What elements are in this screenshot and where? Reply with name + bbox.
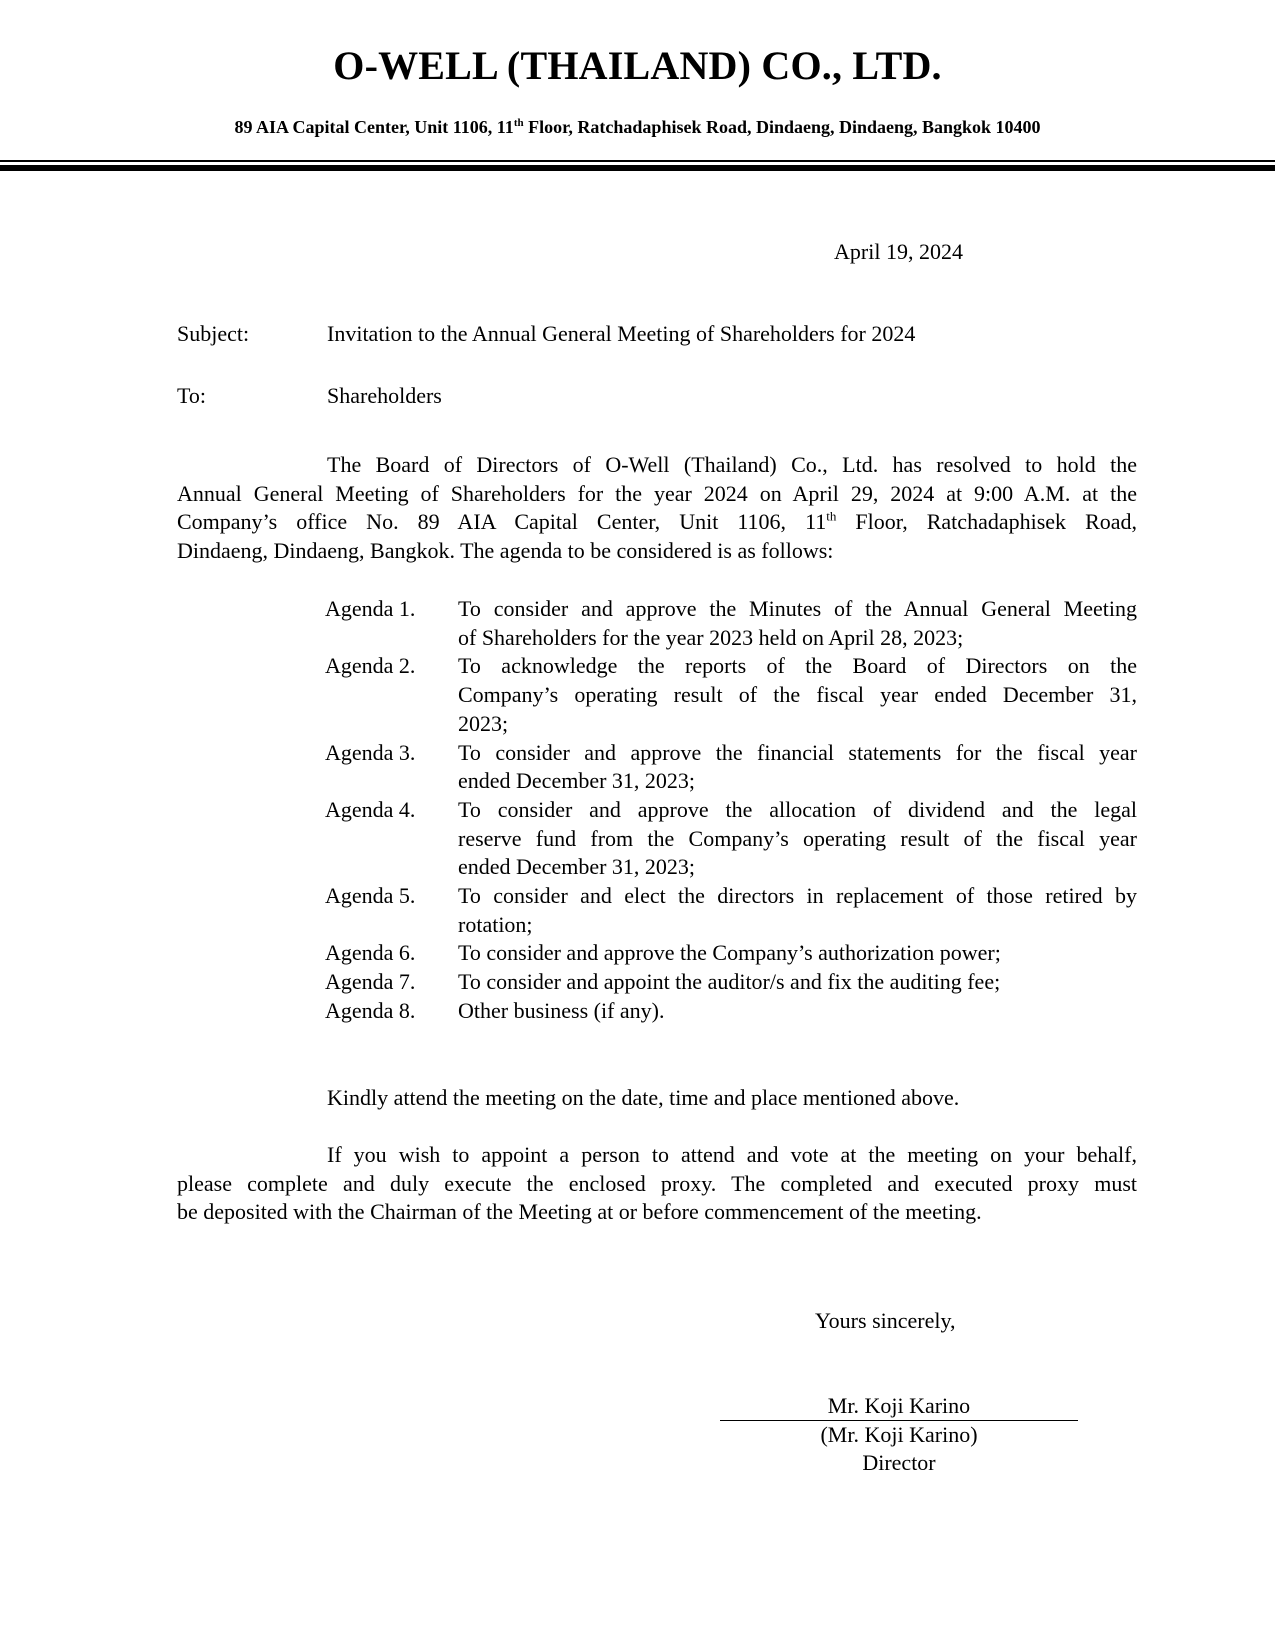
- address-part-2: Floor, Ratchadaphisek Road, Dindaeng, Dindaeng, Bangkok 10400: [523, 117, 1041, 137]
- proxy-line: be deposited with the Chairman of the Meeting at or before commencement of the meeting.: [177, 1199, 982, 1224]
- agenda-line: ended December 31, 2023;: [458, 854, 696, 880]
- company-address: [0, 115, 1275, 139]
- agenda-line: 2023;: [458, 710, 509, 736]
- agenda-item: [325, 968, 1137, 997]
- agenda-text: [458, 652, 1137, 738]
- address-part-1: 89 AIA Capital Center, Unit 1106, 11: [234, 117, 514, 137]
- agenda-number: Agenda 4.: [325, 796, 416, 822]
- agenda-line: To consider and approve the allocation of dividend and the legal: [458, 796, 1137, 822]
- agenda-text: [458, 739, 1137, 796]
- agenda-item: [325, 997, 1137, 1026]
- intro-line-part: Company’s office No. 89 AIA Capital Center, Unit 1106, 11: [177, 509, 827, 534]
- intro-line: Dindaeng, Dindaeng, Bangkok. The agenda to be considered is as follows:: [177, 537, 834, 563]
- agenda-line: To consider and elect the directors in replacement of those retired by: [458, 883, 1137, 909]
- agenda-number: Agenda 3.: [325, 739, 416, 765]
- proxy-paragraph: [177, 1141, 1137, 1227]
- subject-label: Subject:: [177, 321, 250, 346]
- agenda-line: Company’s operating result of the fiscal year ended December 31,: [458, 682, 1137, 708]
- to-label: To:: [177, 383, 207, 408]
- letter-date: April 19, 2024: [834, 239, 963, 264]
- agenda-text: [458, 882, 1137, 939]
- agenda-line: To consider and approve the Company’s authorization power;: [458, 940, 1001, 966]
- address-superscript: th: [513, 117, 524, 129]
- agenda-line: Other business (if any).: [458, 997, 665, 1023]
- agenda-number: Agenda 5.: [325, 883, 416, 909]
- agenda-text: [458, 968, 1137, 997]
- agenda-line: rotation;: [458, 911, 533, 937]
- intro-line: Annual General Meeting of Shareholders for the year 2024 on April 29, 2024 at 9:00 A.M. at the: [177, 480, 1137, 506]
- intro-line-part: Floor, Ratchadaphisek Road,: [836, 509, 1138, 534]
- agenda-line: To consider and approve the Minutes of the Annual General Meeting: [458, 596, 1137, 621]
- agenda-line: reserve fund from the Company’s operating result of the fiscal year: [458, 825, 1137, 851]
- agenda-item: [325, 739, 1137, 796]
- header-divider-thick: [0, 165, 1275, 171]
- agenda-line: To acknowledge the reports of the Board of Directors on the: [458, 653, 1137, 679]
- closing-salutation: Yours sincerely,: [815, 1308, 956, 1333]
- intro-line: The Board of Directors of O-Well (Thailand) Co., Ltd. has resolved to hold the: [327, 452, 1137, 477]
- agenda-item: [325, 882, 1137, 939]
- subject-value: Invitation to the Annual General Meeting of Shareholders for 2024: [327, 321, 916, 346]
- intro-superscript: th: [826, 508, 837, 524]
- intro-line: [177, 508, 1137, 537]
- agenda-text: [458, 595, 1137, 652]
- agenda-number: Agenda 6.: [325, 940, 416, 966]
- agenda-number: Agenda 1.: [325, 596, 416, 621]
- intro-paragraph: [177, 451, 1137, 565]
- proxy-line: please complete and duly execute the enclosed proxy. The completed and executed proxy must: [177, 1170, 1137, 1196]
- agenda-line: To consider and appoint the auditor/s and fix the auditing fee;: [458, 969, 1001, 995]
- agenda-text: [458, 796, 1137, 882]
- proxy-line: If you wish to appoint a person to attend and vote at the meeting on your behalf,: [327, 1142, 1137, 1167]
- agenda-line: To consider and approve the financial statements for the fiscal year: [458, 739, 1137, 765]
- agenda-line: ended December 31, 2023;: [458, 768, 696, 794]
- agenda-number: Agenda 2.: [325, 653, 416, 679]
- agenda-number: Agenda 8.: [325, 997, 416, 1023]
- company-name: O-WELL (THAILAND) CO., LTD.: [333, 43, 942, 88]
- agenda-list: [325, 595, 1137, 1026]
- agenda-item: [325, 796, 1137, 882]
- attendance-request: Kindly attend the meeting on the date, time and place mentioned above.: [327, 1085, 960, 1110]
- agenda-text: [458, 939, 1137, 968]
- agenda-item: [325, 652, 1137, 738]
- agenda-item: [325, 939, 1137, 968]
- signature-block: [720, 1392, 1078, 1477]
- header-divider-thin: [0, 160, 1275, 162]
- signature: Mr. Koji Karino: [720, 1392, 1078, 1421]
- to-value: Shareholders: [327, 383, 442, 408]
- agenda-text: [458, 997, 1137, 1026]
- agenda-item: [325, 595, 1137, 652]
- signatory-title: Director: [862, 1450, 936, 1475]
- agenda-line: of Shareholders for the year 2023 held on April 28, 2023;: [458, 624, 964, 650]
- agenda-number: Agenda 7.: [325, 969, 416, 995]
- signatory-printed-name: (Mr. Koji Karino): [820, 1422, 978, 1447]
